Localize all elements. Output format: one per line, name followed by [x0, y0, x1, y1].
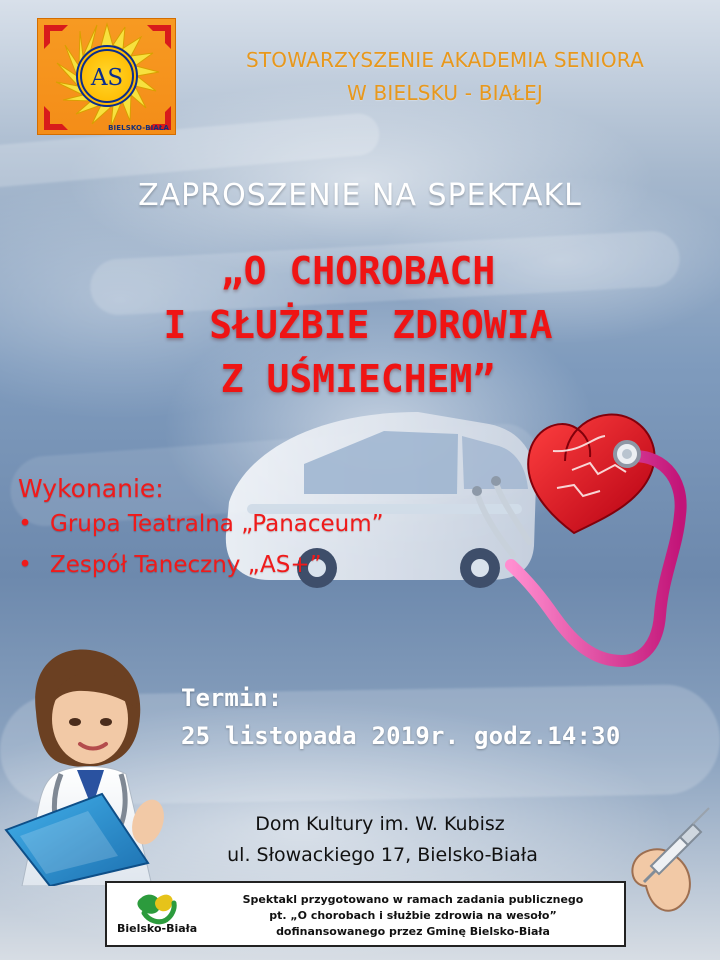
funding-text-line-2: pt. „O chorobach i służbie zdrowia na wesoło”: [269, 909, 557, 922]
syringe-icon: [622, 796, 714, 918]
play-title-line-2: I SŁUŻBIE ZDROWIA: [163, 303, 553, 347]
nurse-illustration-icon: [0, 646, 190, 886]
event-term-label: Termin:: [181, 684, 283, 712]
performer-label: Zespół Taneczny „AS+”: [50, 552, 322, 578]
organization-name-line-2: W BIELSKU - BIAŁEJ: [346, 81, 544, 105]
play-title-line-3: Z UŚMIECHEM”: [220, 357, 496, 401]
sun-emblem-icon: [38, 19, 176, 135]
funding-text: [213, 892, 613, 940]
play-title-line-1: „O CHOROBACH: [220, 249, 496, 293]
event-term-value: 25 listopada 2019r. godz.14:30: [181, 722, 621, 750]
venue-name: Dom Kultury im. W. Kubisz: [255, 813, 505, 835]
heart-stethoscope-illustration: [455, 395, 695, 695]
performer-item: [18, 511, 384, 537]
organization-logo: [37, 18, 176, 135]
logo-city: BIELSKO-BIAŁA: [108, 124, 169, 132]
bullet-icon: •: [18, 552, 32, 578]
funding-text-line-1: Spektakl przygotowano w ramach zadania publicznego: [242, 893, 584, 906]
bullet-icon: •: [18, 511, 32, 537]
city-logo-text: Bielsko-Biała: [117, 922, 198, 935]
performer-label: Grupa Teatralna „Panaceum”: [50, 511, 384, 537]
venue-address: ul. Słowackiego 17, Bielsko-Biała: [227, 844, 538, 866]
invitation-title: ZAPROSZENIE NA SPEKTAKL: [138, 178, 582, 213]
logo-monogram: AS: [90, 65, 124, 91]
performers-heading: Wykonanie:: [18, 474, 164, 503]
performer-item: [18, 552, 322, 578]
heart-icon: [528, 415, 654, 533]
funding-text-line-3: dofinansowanego przez Gminę Bielsko-Biała: [276, 925, 550, 938]
organization-name-line-1: STOWARZYSZENIE AKADEMIA SENIORA: [246, 48, 644, 72]
funding-footer: [105, 881, 626, 947]
